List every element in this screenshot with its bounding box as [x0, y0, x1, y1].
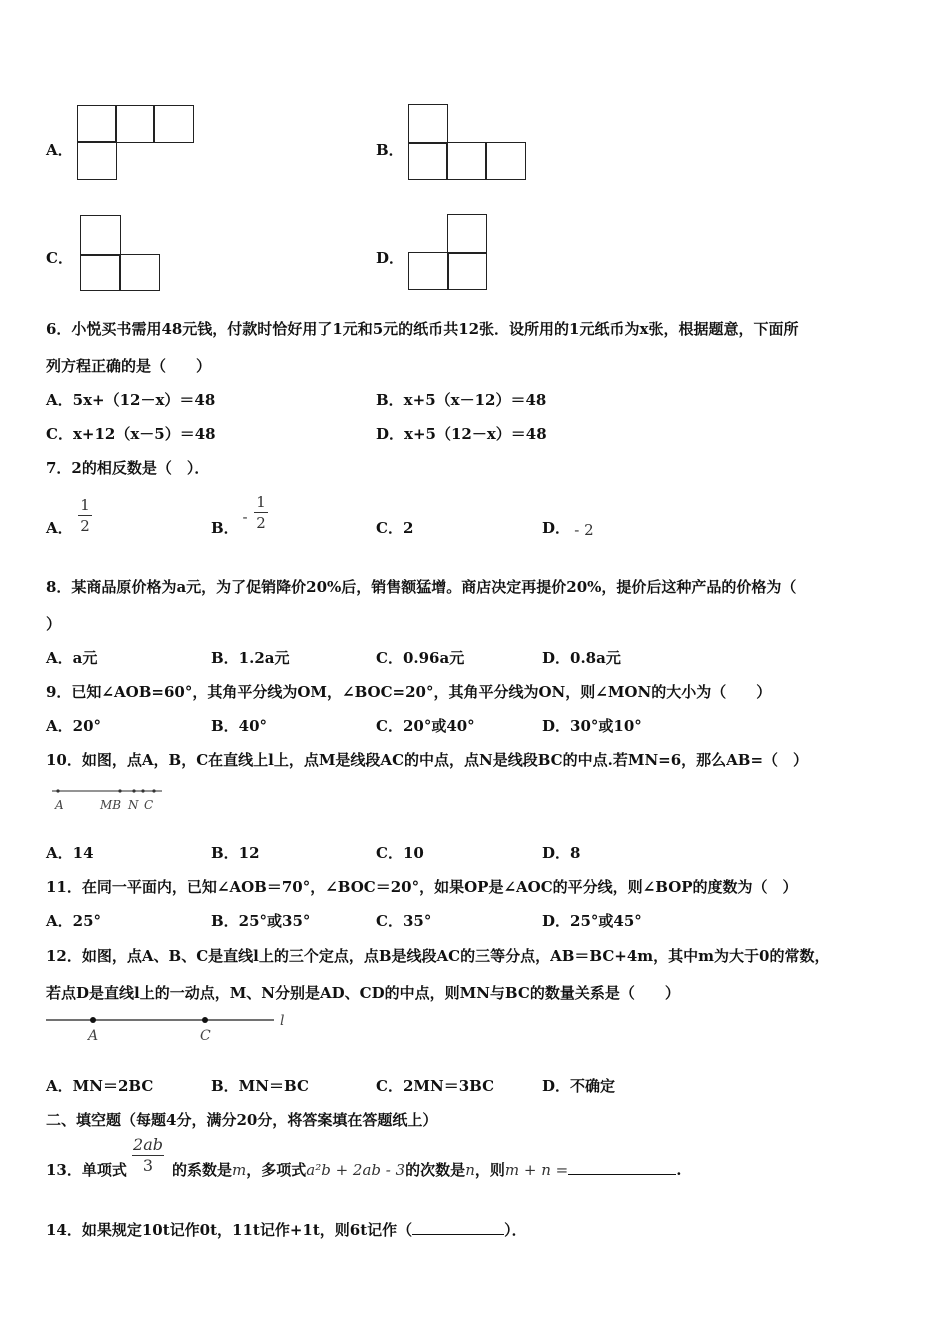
q12-option-b: B．MN＝BC — [211, 1077, 309, 1095]
q7-option-a-fraction — [78, 496, 92, 535]
q14-stem — [46, 1220, 527, 1240]
q8-option-c: C．0.96a元 — [376, 649, 465, 667]
q12-label-a: A — [88, 1028, 99, 1044]
q8-option-b: B．1.2a元 — [211, 649, 290, 667]
q12-option-a: A．MN＝2BC — [46, 1077, 154, 1095]
q12-label-c: C — [200, 1028, 211, 1044]
q7-b-numerator: 1 — [256, 493, 266, 511]
q9-option-d: D．30°或10° — [542, 717, 642, 735]
q11-option-c: C．35° — [376, 912, 432, 930]
q13-fraction-denominator: 3 — [142, 1156, 154, 1175]
q10-label-mb: MB — [100, 798, 122, 812]
q14-end: ）． — [504, 1221, 527, 1239]
q6-option-b: B．x+5（x－12）＝48 — [376, 391, 547, 409]
q10-option-b: B．12 — [211, 844, 260, 862]
q9-stem: 9．已知∠AOB=60°，其角平分线为OM，∠BOC=20°，其角平分线为ON，则∠MON的大小为（ ） — [46, 683, 772, 701]
q9-option-c: C．20°或40° — [376, 717, 475, 735]
q10-stem: 10．如图，点A，B，C在直线上l上，点M是线段AC的中点，点N是线段BC的中点.若MN=6，那么AB=（ ） — [46, 751, 809, 769]
q13-mid3: 的次数是 — [405, 1161, 466, 1179]
q9-option-a: A．20° — [46, 717, 102, 735]
q13-var-m: m — [232, 1161, 247, 1179]
q12-option-c: C．2MN＝3BC — [376, 1077, 495, 1095]
q7-option-c: C．2 — [376, 519, 414, 537]
q13-stem — [172, 1160, 681, 1180]
q7-option-b-fraction — [254, 493, 268, 532]
q13-prefix: 13．单项式 — [46, 1161, 127, 1179]
q7-a-denominator: 2 — [80, 517, 90, 535]
q7-b-denominator: 2 — [256, 514, 266, 532]
q10-option-a: A．14 — [46, 844, 94, 862]
q10-label-a: A — [55, 798, 64, 812]
q5-option-c-label: C． — [46, 249, 73, 267]
q12-label-l: l — [280, 1013, 285, 1029]
q5-option-d-label: D． — [376, 249, 405, 267]
q7-option-b-label: B． — [211, 519, 239, 537]
q11-option-d: D．25°或45° — [542, 912, 642, 930]
q10-option-c: C．10 — [376, 844, 424, 862]
q11-option-b: B．25°或35° — [211, 912, 311, 930]
q12-option-d: D．不确定 — [542, 1077, 616, 1095]
q7-stem: 7．2的相反数是（ ）． — [46, 459, 210, 477]
q6-stem-line2: 列方程正确的是（ ） — [46, 357, 212, 375]
q6-option-c: C．x+12（x－5）＝48 — [46, 425, 216, 443]
q11-stem: 11．在同一平面内，已知∠AOB＝70°，∠BOC＝20°，如果OP是∠AOC的平分线，则∠BOP的度数为（ ） — [46, 878, 798, 896]
q13-fraction-numerator: 2ab — [133, 1135, 163, 1154]
q8-option-d: D．0.8a元 — [542, 649, 621, 667]
q8-stem-line2: ） — [46, 615, 62, 633]
section-title-fill-in: 二、填空题（每题4分，满分20分，将答案填在答题纸上） — [46, 1111, 438, 1129]
q5-option-b-label: B． — [376, 141, 404, 159]
q5-option-a-label: A． — [46, 141, 73, 159]
q13-polynomial: a²b + 2ab - 3 — [306, 1161, 406, 1179]
q7-option-a-label: A． — [46, 519, 73, 537]
q6-stem-line1: 6．小悦买书需用48元钱，付款时恰好用了1元和5元的纸币共12张．设所用的1元纸币为x张，根据题意，下面所 — [46, 320, 799, 338]
q12-stem-line2: 若点D是直线l上的一动点，M、N分别是AD、CD的中点，则MN与BC的数量关系是（ ） — [46, 984, 680, 1002]
q7-option-d-label: D． — [542, 519, 571, 537]
q13-mid1: 的系数是 — [172, 1161, 233, 1179]
q13-mid2: ，多项式 — [246, 1161, 307, 1179]
q7-option-d-value: - 2 — [574, 521, 594, 539]
q13-end: . — [676, 1161, 682, 1179]
q6-option-a: A．5x+（12－x）＝48 — [46, 391, 216, 409]
q10-number-line-figure — [50, 785, 170, 815]
q10-label-c: C — [144, 798, 154, 812]
q14-text: 14．如果规定10t记作0t，11t记作+1t，则6t记作（ — [46, 1221, 413, 1239]
q12-stem-line1: 12．如图，点A、B、C是直线l上的三个定点，点B是线段AC的三等分点，AB＝BC+4m，其中m为大于0的常数， — [46, 947, 830, 965]
q7-a-numerator: 1 — [80, 496, 90, 514]
q10-option-d: D．8 — [542, 844, 581, 862]
q13-answer-blank[interactable] — [568, 1174, 676, 1175]
q13-var-n: n — [465, 1161, 475, 1179]
q13-monomial-fraction — [132, 1136, 164, 1175]
q9-option-b: B．40° — [211, 717, 268, 735]
q6-option-d: D．x+5（12－x）＝48 — [376, 425, 547, 443]
q14-answer-blank[interactable] — [412, 1234, 504, 1235]
q10-label-n: N — [128, 798, 139, 812]
q12-line-figure — [46, 1010, 296, 1044]
q8-stem-line1: 8．某商品原价格为a元，为了促销降价20%后，销售额猛增。商店决定再提价20%，提价后这种产品的价格为（ — [46, 578, 797, 596]
q11-option-a: A．25° — [46, 912, 102, 930]
q7-b-sign: - — [242, 508, 248, 526]
q8-option-a: A．a元 — [46, 649, 98, 667]
q13-mid4: ，则 — [474, 1161, 505, 1179]
q13-expression: m + n = — [504, 1161, 569, 1179]
